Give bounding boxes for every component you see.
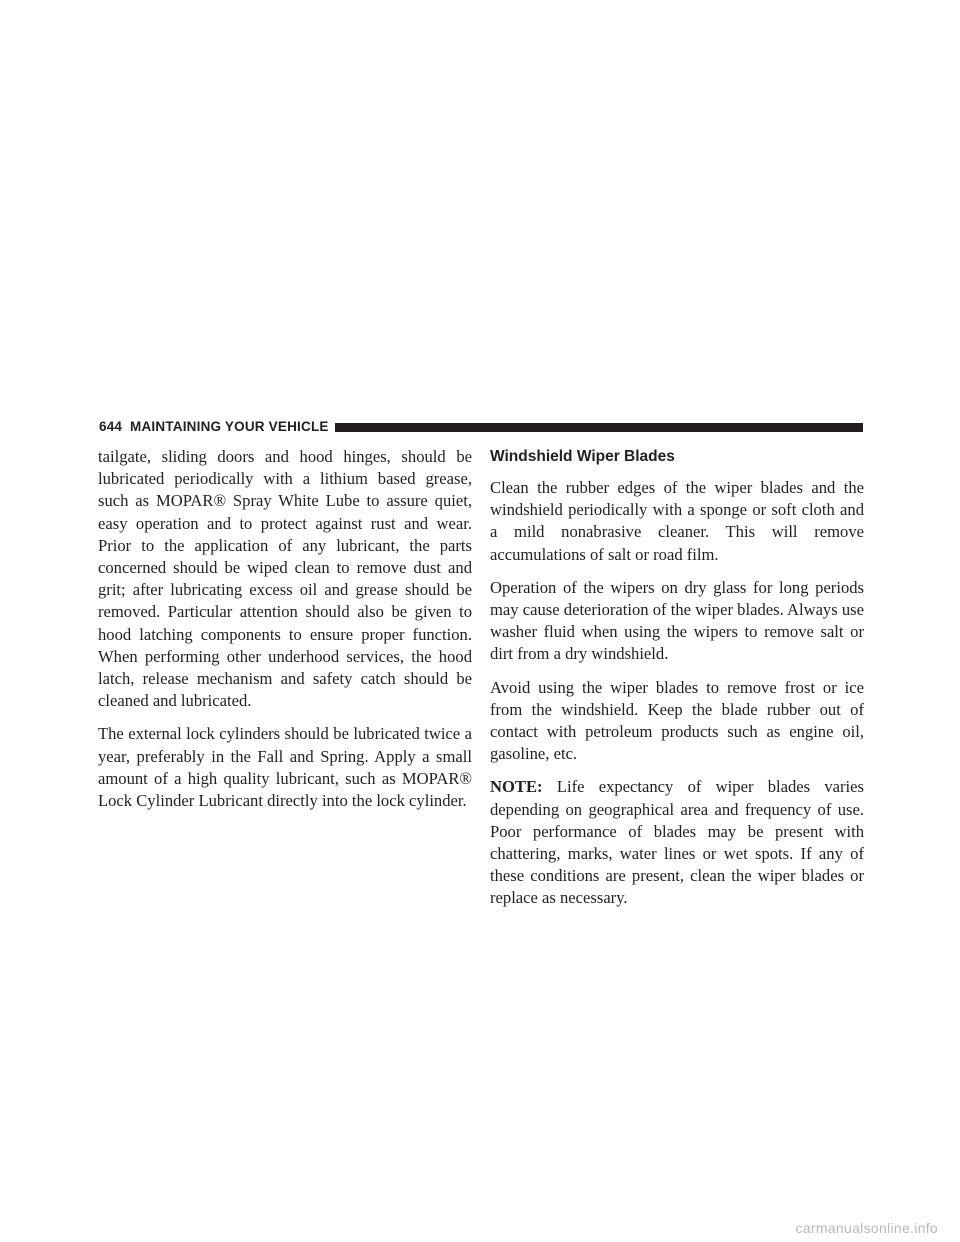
page-header-text — [99, 419, 329, 434]
wiper-note-paragraph — [490, 776, 864, 909]
lock-cylinder-paragraph: The external lock cylinders should be lubricated twice a year, preferably in the Fall and Spring. Apply a small amount of a high quality lubricant, such as MOPAR® Lock Cylinder Lubricant directly into the lock cylinder. — [98, 724, 472, 811]
wiper-cleaning-paragraph: Clean the rubber edges of the wiper blades and the windshield periodically with a sponge or soft cloth and a mild nonabrasive cleaner. This will remove accumulations of salt or road film. — [490, 478, 864, 564]
page-number: 644 — [99, 418, 123, 434]
lubrication-paragraph: tailgate, sliding doors and hood hinges, should be lubricated periodically with a lithium based grease, such as MOPAR® Spray White Lube to assure quiet, easy operation and to protect against rust and wear. Prior to the application of any lubricant, the parts concerned should be wiped clean to remove dust and grit; after lubricating excess oil and grease should be removed. Particular attention should also be given to hood latching components to ensure proper function. When performing other underhood services, the hood latch, release mechanism and safety catch should be cleaned and lubricated. — [98, 447, 472, 711]
note-text: Life expectancy of wiper blades varies depending on geographical area and frequency of use. Poor performance of blades may be present with chattering, marks, water lines or wet spots. If any of these conditions are present, clean the wiper blades or replace as necessary. — [490, 777, 864, 908]
wiper-frost-paragraph: Avoid using the wiper blades to remove frost or ice from the windshield. Keep the blade rubber out of contact with petroleum products such as engine oil, gasoline, etc. — [490, 677, 864, 764]
header-rule — [335, 423, 863, 432]
watermark: carmanualsonline.info — [795, 1220, 938, 1236]
right-column — [490, 446, 864, 921]
wiper-dry-glass-paragraph: Operation of the wipers on dry glass for long periods may cause deterioration of the wiper blades. Always use washer fluid when using the wipers to remove salt or dirt from a dry windshield. — [490, 577, 864, 664]
section-title: MAINTAINING YOUR VEHICLE — [130, 418, 329, 434]
page-header — [99, 415, 863, 437]
wiper-blades-heading: Windshield Wiper Blades — [490, 448, 675, 465]
note-label: NOTE: — [490, 777, 543, 797]
left-column — [98, 446, 472, 823]
